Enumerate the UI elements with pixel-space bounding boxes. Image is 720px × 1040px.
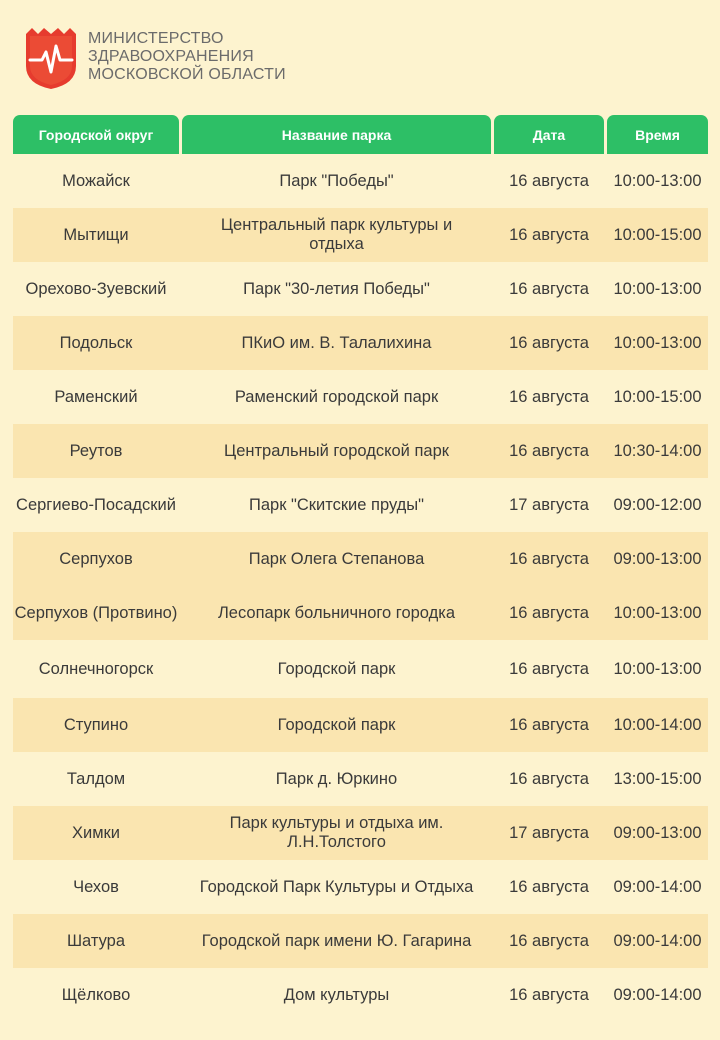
table-row — [13, 370, 708, 424]
time-cell: 10:00-13:00 — [613, 279, 702, 298]
table-row — [13, 208, 708, 262]
park-cell: Раменский городской парк — [234, 387, 439, 406]
time-cell: 13:00-15:00 — [613, 769, 702, 788]
table-row — [13, 914, 708, 968]
time-cell: 10:00-15:00 — [613, 387, 702, 406]
table-row — [13, 154, 708, 208]
table-row — [13, 532, 708, 586]
date-cell: 16 августа — [509, 333, 589, 352]
ministry-line-1: МИНИСТЕРСТВО — [88, 30, 224, 47]
district-cell: Талдом — [66, 769, 126, 788]
date-cell: 16 августа — [509, 441, 589, 460]
district-cell: Чехов — [73, 877, 119, 896]
table-row — [13, 262, 708, 316]
district-cell: Мытищи — [63, 225, 129, 244]
column-header-district: Городской округ — [13, 115, 179, 154]
table-row — [13, 806, 708, 860]
date-cell: 16 августа — [509, 985, 589, 1004]
date-cell: 16 августа — [509, 603, 589, 622]
table-header — [13, 115, 708, 154]
table-row — [13, 478, 708, 532]
park-cell: Парк "Победы" — [279, 171, 394, 190]
table-row — [13, 640, 708, 698]
park-cell: Парк "Скитские пруды" — [248, 495, 424, 514]
time-cell: 10:00-13:00 — [613, 171, 702, 190]
heart-pulse-shield-icon — [24, 26, 78, 90]
time-cell: 10:00-13:00 — [613, 333, 702, 352]
date-cell: 16 августа — [509, 877, 589, 896]
park-cell: Центральный городской парк — [224, 441, 449, 460]
district-cell: Орехово-Зуевский — [25, 279, 167, 298]
ministry-line-3: МОСКОВСКОЙ ОБЛАСТИ — [88, 66, 286, 83]
date-cell: 16 августа — [509, 715, 589, 734]
date-cell: 16 августа — [509, 549, 589, 568]
district-cell: Подольск — [59, 333, 133, 352]
district-cell: Серпухов (Протвино) — [14, 603, 178, 622]
time-cell: 09:00-14:00 — [613, 877, 702, 896]
time-cell: 09:00-13:00 — [613, 549, 702, 568]
district-cell: Щёлково — [61, 985, 131, 1004]
park-cell: Парк Олега Степанова — [248, 549, 425, 568]
time-cell: 09:00-13:00 — [613, 823, 702, 842]
ministry-line-2: ЗДРАВООХРАНЕНИЯ — [88, 48, 254, 65]
district-cell: Шатура — [66, 931, 126, 950]
date-cell: 17 августа — [509, 495, 589, 514]
district-cell: Химки — [71, 823, 120, 842]
time-cell: 10:00-13:00 — [613, 659, 702, 678]
park-cell: Городской парк — [277, 715, 396, 734]
district-cell: Реутов — [69, 441, 123, 460]
park-cell: Городской Парк Культуры и Отдыха — [199, 877, 474, 896]
district-cell: Можайск — [62, 171, 130, 190]
time-cell: 10:00-15:00 — [613, 225, 702, 244]
park-cell: Дом культуры — [283, 985, 390, 1004]
date-cell: 16 августа — [509, 225, 589, 244]
district-cell: Сергиево-Посадский — [16, 495, 176, 514]
column-header-time: Время — [607, 115, 708, 154]
park-cell: Парк "30-летия Победы" — [243, 279, 430, 298]
date-cell: 16 августа — [509, 279, 589, 298]
table-row — [13, 752, 708, 806]
time-cell: 10:00-14:00 — [613, 715, 702, 734]
table-row — [13, 424, 708, 478]
time-cell: 09:00-14:00 — [613, 985, 702, 1004]
time-cell: 09:00-14:00 — [613, 931, 702, 950]
ministry-title — [88, 30, 348, 84]
table-row — [13, 860, 708, 914]
district-cell: Раменский — [54, 387, 138, 406]
table-row — [13, 968, 708, 1022]
date-cell: 16 августа — [509, 769, 589, 788]
park-cell: Парк культуры и отдыха им. Л.Н.Толстого — [229, 814, 444, 851]
table-row — [13, 586, 708, 640]
parks-schedule-table — [13, 115, 708, 1022]
park-cell: ПКиО им. В. Талалихина — [241, 333, 432, 352]
date-cell: 16 августа — [509, 171, 589, 190]
table-row — [13, 316, 708, 370]
date-cell: 17 августа — [509, 823, 589, 842]
date-cell: 16 августа — [509, 387, 589, 406]
table-row — [13, 698, 708, 752]
park-cell: Центральный парк культуры и отдыха — [220, 216, 453, 253]
park-cell: Городской парк имени Ю. Гагарина — [201, 931, 472, 950]
date-cell: 16 августа — [509, 659, 589, 678]
time-cell: 10:30-14:00 — [613, 441, 702, 460]
column-header-date: Дата — [494, 115, 604, 154]
district-cell: Серпухов — [59, 549, 133, 568]
time-cell: 09:00-12:00 — [613, 495, 702, 514]
date-cell: 16 августа — [509, 931, 589, 950]
time-cell: 10:00-13:00 — [613, 603, 702, 622]
park-cell: Лесопарк больничного городка — [217, 603, 456, 622]
district-cell: Солнечногорск — [38, 659, 154, 678]
park-cell: Городской парк — [277, 659, 396, 678]
district-cell: Ступино — [63, 715, 129, 734]
park-cell: Парк д. Юркино — [275, 769, 398, 788]
column-header-park: Название парка — [182, 115, 491, 154]
